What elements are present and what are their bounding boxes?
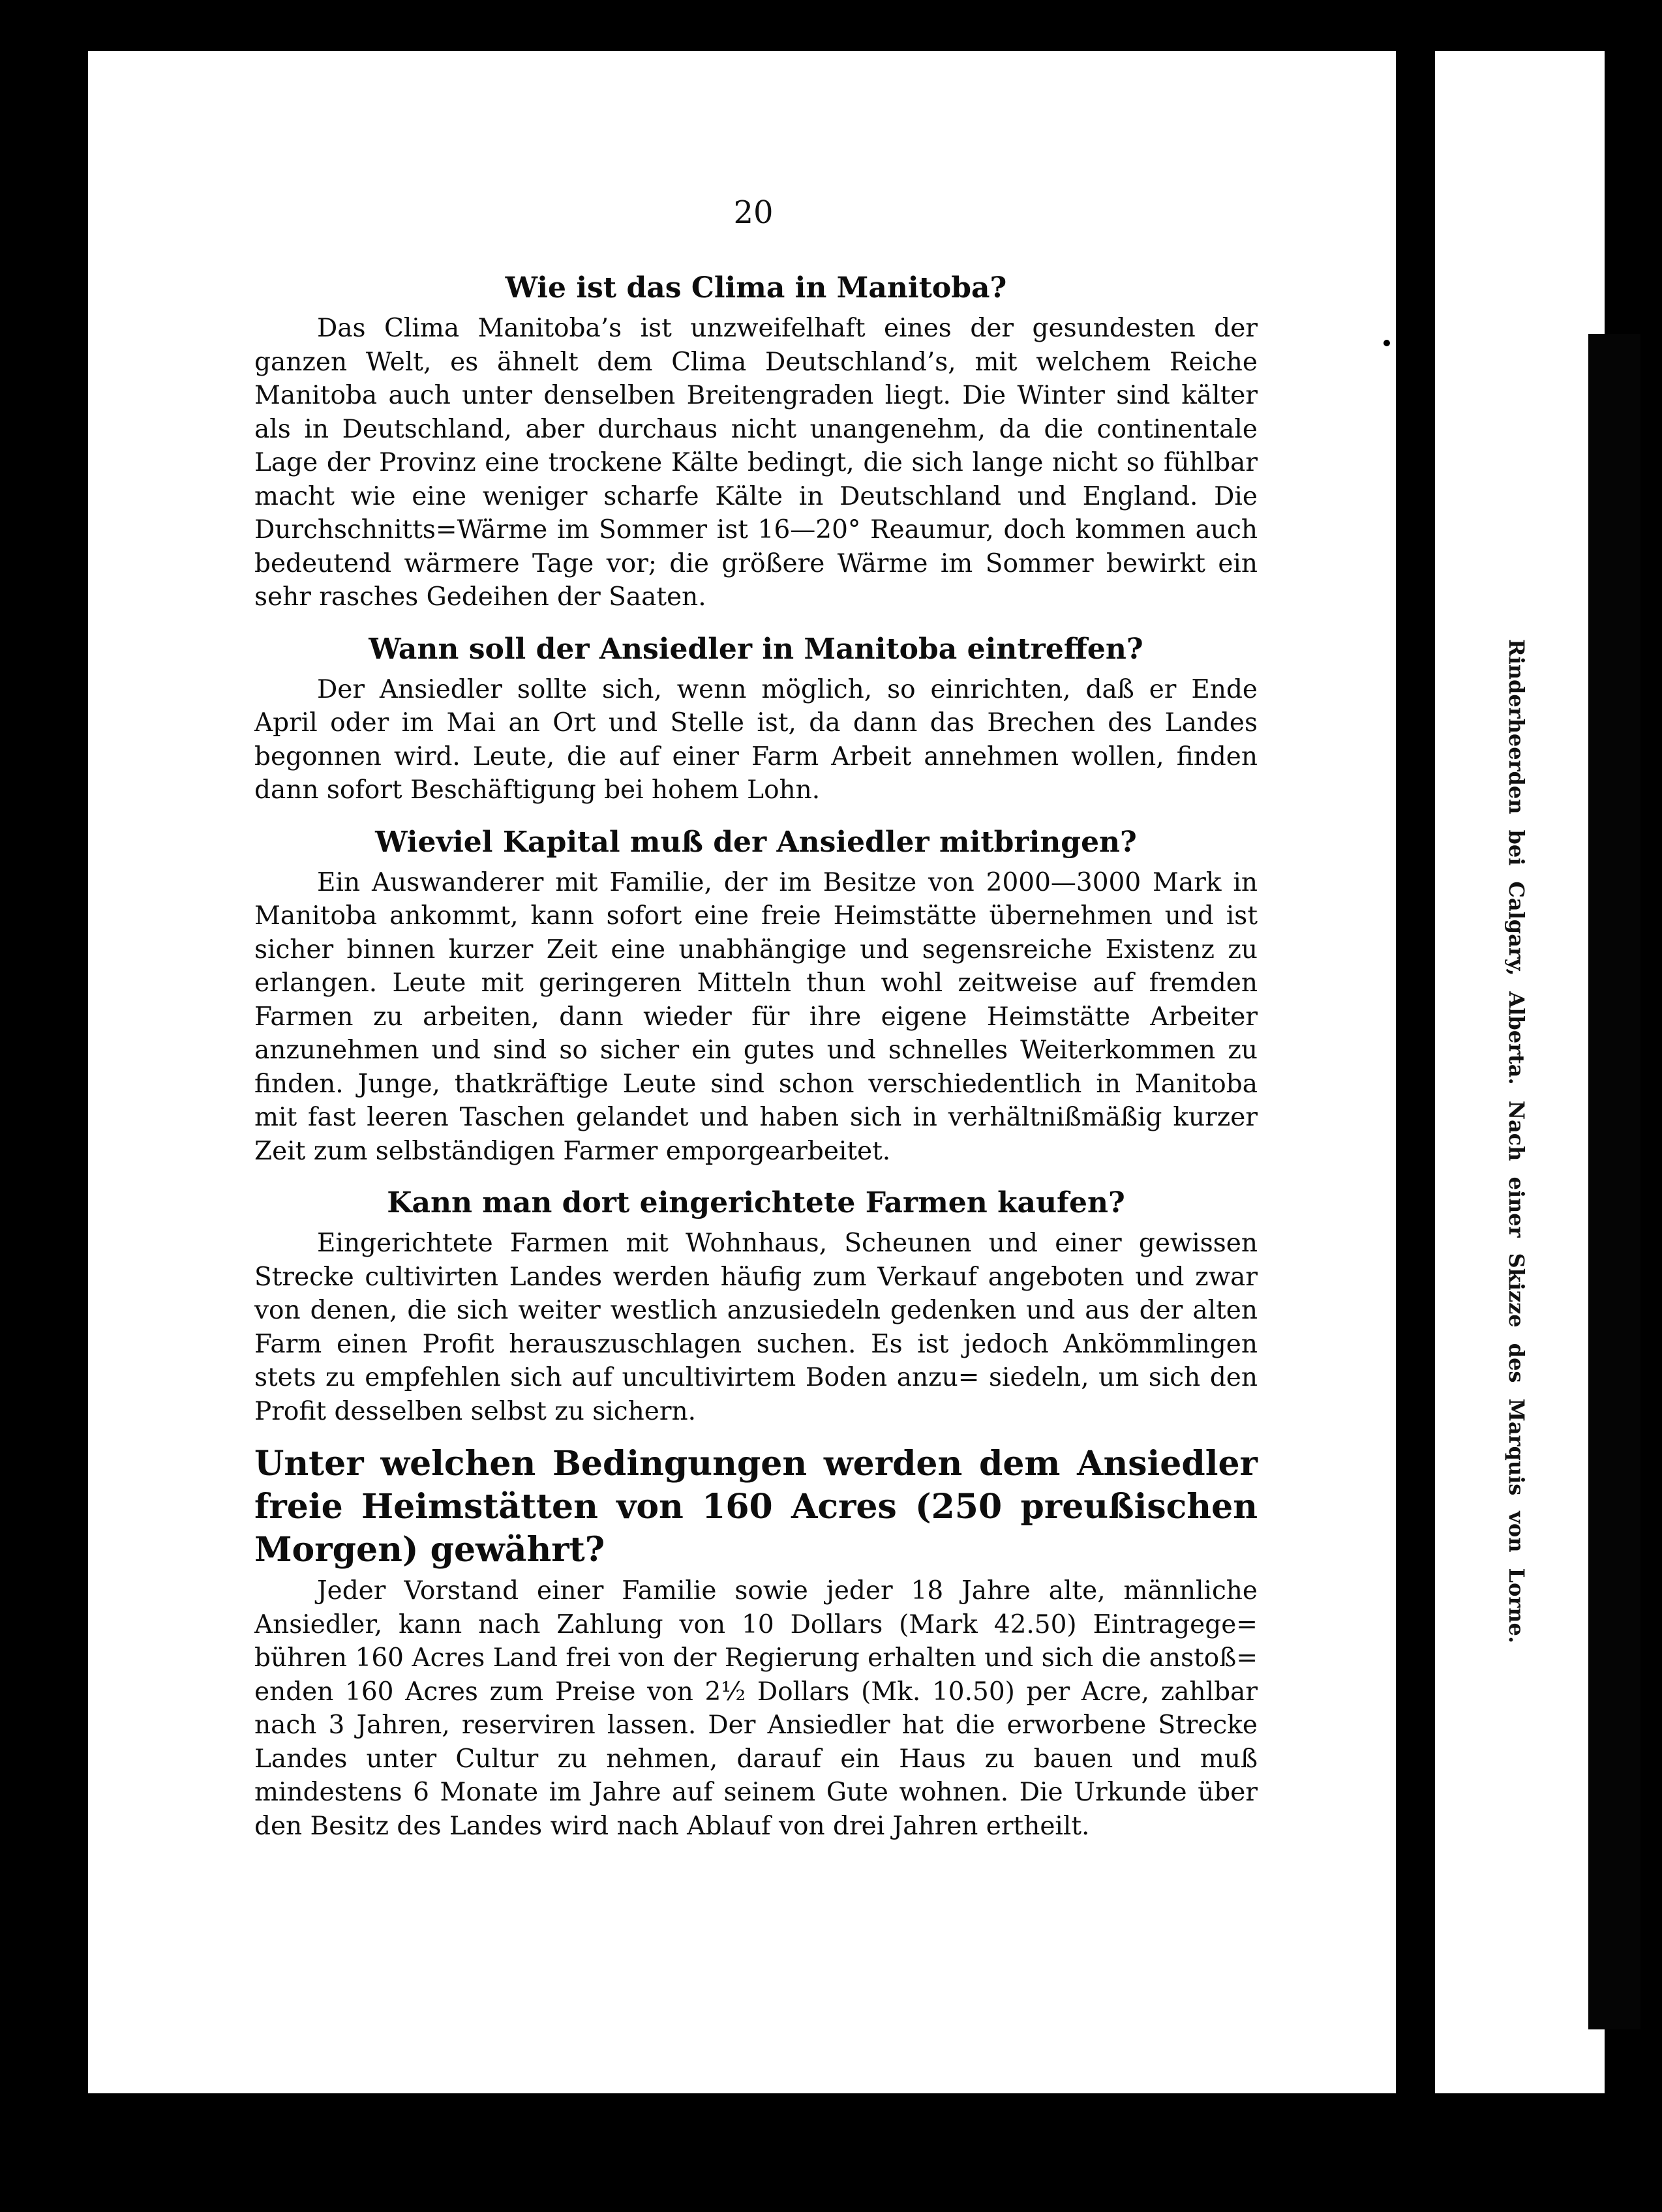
section-heading-capital: Wieviel Kapital muß der Ansiedler mitbringen? <box>375 825 1137 859</box>
section-body-capital: Ein Auswanderer mit Familie, der im Besitze von 2000—3000 Mark in Manitoba ankommt, kann sofort eine freie Heimstätte übernehmen und ist sicher binnen kurzer Zeit eine unabhängige und segensreiche Existenz zu erlangen. Leute mit geringeren Mitteln thun wohl zeitweise auf fremden Farmen zu arbeiten, dann wieder für ihre eigene Heimstätte Arbeiter anzunehmen und sind so sicher ein gutes und schnelles Weiterkommen zu finden. Junge, thatkräftige Leute sind schon verschiedentlich in Manitoba mit fast leeren Taschen gelandet und haben sich in verhältnißmäßig kurzer Zeit zum selbständigen Farmer emporgearbeitet. <box>254 867 1258 1166</box>
section-body-homesteads: Jeder Vorstand einer Familie sowie jeder 18 Jahre alte, männliche Ansiedler, kann nach Zahlung von 10 Dollars (Mark 42.50) Eintragege= bühren 160 Acres Land frei von der Regierung erhalten und sich die anstoß= enden 160 Acres zum Preise von 2½ Dollars (Mk. 10.50) per Acre, zahlbar nach 3 Jahren, reserviren lassen. Der Ansiedler hat die erworbene Strecke Landes unter Cultur zu nehmen, darauf ein Haus zu bauen und muß mindestens 6 Monate im Jahre auf seinem Gute wohnen. Die Urkunde über den Besitz des Landes wird nach Ablauf von drei Jahren ertheilt. <box>254 1576 1258 1841</box>
section-body-climate: Das Clima Manitoba’s ist unzweifelhaft eines der gesundesten der ganzen Welt, es ähnelt dem Clima Deutschland’s, mit welchem Reiche Manitoba auch unter denselben Breitengraden liegt. Die Winter sind kälter als in Deutschland, aber durchaus nicht unangenehm, da die continentale Lage der Provinz eine trockene Kälte bedingt, die sich lange nicht so fühlbar macht wie eine weniger scharfe Kälte in Deutschland und England. Die Durchschnitts=Wärme im Sommer ist 16—20° Reaumur, doch kommen auch bedeutend wärmere Tage vor; die größere Wärme im Sommer bewirkt ein sehr rasches Gedeihen der Saaten. <box>254 314 1258 612</box>
section-body-farms: Eingerichtete Farmen mit Wohnhaus, Scheunen und einer gewissen Strecke cultivirten Landes werden häufig zum Verkauf angeboten und zwar von denen, die sich weiter westlich anzusiedeln gedenken und aus der alten Farm einen Profit herauszuschlagen suchen. Es ist jedoch Ankömmlingen stets zu empfehlen sich auf uncultivirtem Boden anzu= siedeln, um sich den Profit desselben selbst zu sichern. <box>254 1229 1258 1426</box>
section-heading-farms: Kann man dort eingerichtete Farmen kaufen? <box>387 1186 1125 1219</box>
facing-page-illustration <box>1588 334 1640 2029</box>
page-number: 20 <box>733 194 774 231</box>
section-body-arrival: Der Ansiedler sollte sich, wenn möglich, so einrichten, daß er Ende April oder im Mai an Ort und Stelle ist, da dann das Brechen des Landes begonnen wird. Leute, die auf einer Farm Arbeit annehmen wollen, finden dann sofort Beschäftigung bei hohem Lohn. <box>254 674 1258 805</box>
section-heading-climate: Wie ist das Clima in Manitoba? <box>505 271 1007 305</box>
section-heading-arrival: Wann soll der Ansiedler in Manitoba eintreffen? <box>369 632 1143 666</box>
section-heading-homesteads: Unter welchen Bedingungen werden dem Ansiedler freie Heimstätten von 160 Acres (250 preußischen Morgen) gewährt? <box>254 1444 1258 1570</box>
facing-page-caption: Rinderheerden bei Calgary, Alberta. Nach einer Skizze des Marquis von Lorne. <box>1504 639 1529 1643</box>
ink-dot <box>1383 340 1390 346</box>
page-content <box>254 267 1258 1843</box>
